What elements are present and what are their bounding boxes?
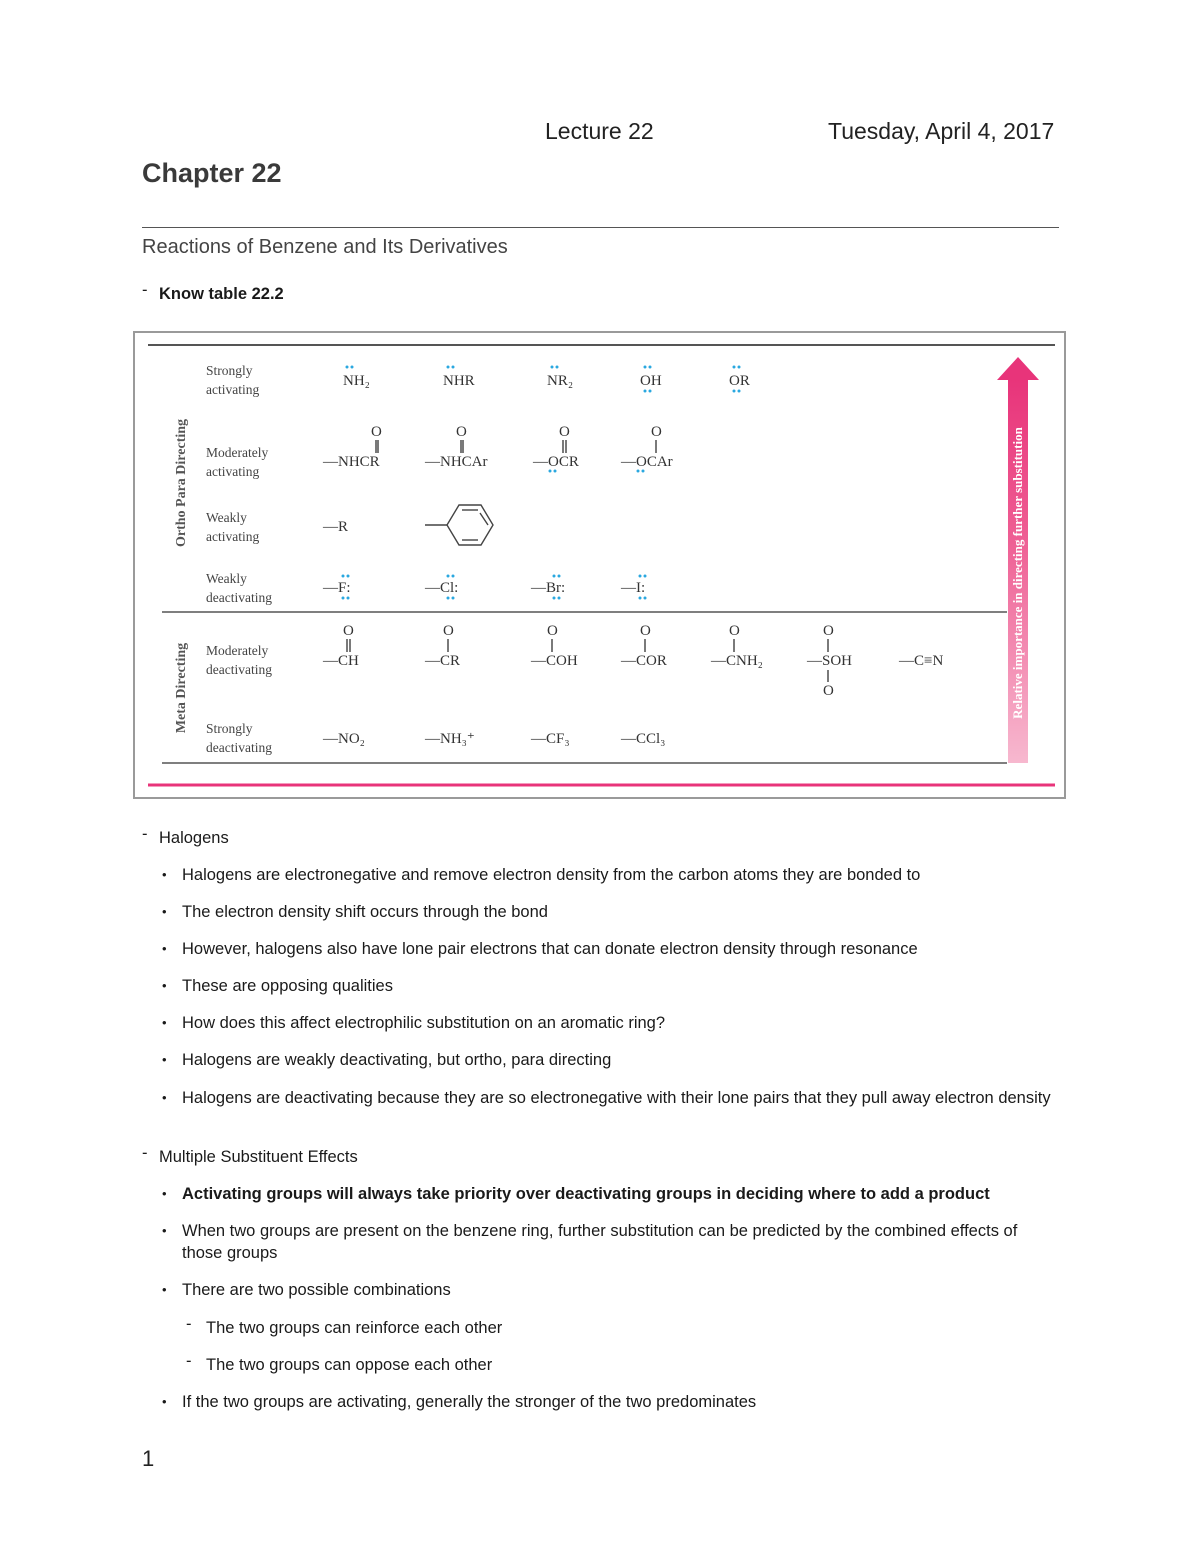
group-conh2: —CNH₂	[711, 653, 763, 669]
group-br: —Br:	[531, 580, 566, 596]
importance-arrow-head	[997, 357, 1039, 380]
group-cf3: —CF₃	[531, 731, 570, 747]
group-so3h: —SOH	[807, 653, 853, 669]
group-nh3-plus: —NH₃⁺	[425, 731, 475, 747]
page-number: 1	[142, 1446, 155, 1471]
carbonyl-o-5: O	[343, 623, 354, 639]
dash-marker: -	[142, 281, 148, 299]
group-cor-ketone: —CR	[425, 653, 461, 669]
title-divider	[142, 227, 1059, 228]
carbonyl-o-8: O	[640, 623, 651, 639]
ortho-para-label: Ortho Para Directing	[174, 418, 189, 548]
group-ocar: —OCAr	[621, 454, 673, 470]
group-nr2: NR₂	[547, 373, 574, 389]
carbonyl-o-6: O	[443, 623, 454, 639]
row-label-weakly-deactivating-1: Weakly	[206, 571, 247, 586]
group-r: —R	[323, 519, 349, 535]
group-or: OR	[729, 373, 750, 389]
row-label-strongly-deactivating-2: deactivating	[206, 740, 272, 755]
row-label-strongly-activating-1: Strongly	[206, 363, 253, 378]
group-nh2: NH₂	[343, 373, 370, 389]
carbonyl-o-7: O	[547, 623, 558, 639]
carbonyl-o-9: O	[729, 623, 740, 639]
halogens-heading-text: Halogens	[159, 829, 229, 847]
row-label-moderately-activating-2: activating	[206, 464, 260, 479]
sulfonyl-o-top: O	[823, 623, 834, 639]
group-ocr: —OCR	[533, 454, 579, 470]
sulfonyl-o-bottom: O	[823, 683, 834, 699]
group-i: —I:	[621, 580, 646, 596]
group-cooh: —COH	[531, 653, 578, 669]
carbonyl-o-2: O	[456, 424, 467, 440]
carbonyl-o-4: O	[651, 424, 662, 440]
know-table-text: Know table 22.2	[159, 285, 284, 303]
dash-marker: -	[142, 825, 148, 843]
group-f: —F:	[323, 580, 351, 596]
group-cl: —Cl:	[425, 580, 459, 596]
group-nhr: NHR	[443, 373, 475, 389]
group-oh: OH	[640, 373, 662, 389]
meta-label: Meta Directing	[174, 642, 189, 734]
group-no2: —NO₂	[323, 731, 365, 747]
dash-marker: -	[142, 1144, 148, 1162]
row-label-moderately-deactivating-2: deactivating	[206, 662, 272, 677]
group-ccl3: —CCl₃	[621, 731, 666, 747]
group-cho: —CH	[323, 653, 359, 669]
row-label-weakly-activating-2: activating	[206, 529, 260, 544]
row-label-weakly-deactivating-2: deactivating	[206, 590, 272, 605]
row-label-strongly-deactivating-1: Strongly	[206, 721, 253, 736]
substituent-effects-table-figure	[133, 331, 1066, 799]
lecture-label: Lecture 22	[545, 118, 654, 144]
multiple-substituent-heading-text: Multiple Substituent Effects	[159, 1148, 358, 1166]
row-label-moderately-deactivating-1: Moderately	[206, 643, 269, 658]
group-nhcar: —NHCAr	[425, 454, 488, 470]
carbonyl-o-1: O	[371, 424, 382, 440]
chapter-title: Chapter 22	[142, 158, 282, 188]
phenyl-ring	[425, 505, 493, 545]
group-cn: —C≡N	[899, 653, 944, 669]
group-coor: —COR	[621, 653, 667, 669]
section-title: Reactions of Benzene and Its Derivatives	[142, 236, 508, 258]
row-label-weakly-activating-1: Weakly	[206, 510, 247, 525]
importance-arrow-label: Relative importance in directing further substitution	[1010, 427, 1025, 719]
lone-pairs-row1	[346, 366, 741, 393]
row-label-moderately-activating-1: Moderately	[206, 445, 269, 460]
carbonyl-o-3: O	[559, 424, 570, 440]
date-label: Tuesday, April 4, 2017	[828, 118, 1055, 144]
row-label-strongly-activating-2: activating	[206, 382, 260, 397]
group-nhcr: —NHCR	[323, 454, 380, 470]
substituent-table-svg	[135, 333, 1064, 797]
